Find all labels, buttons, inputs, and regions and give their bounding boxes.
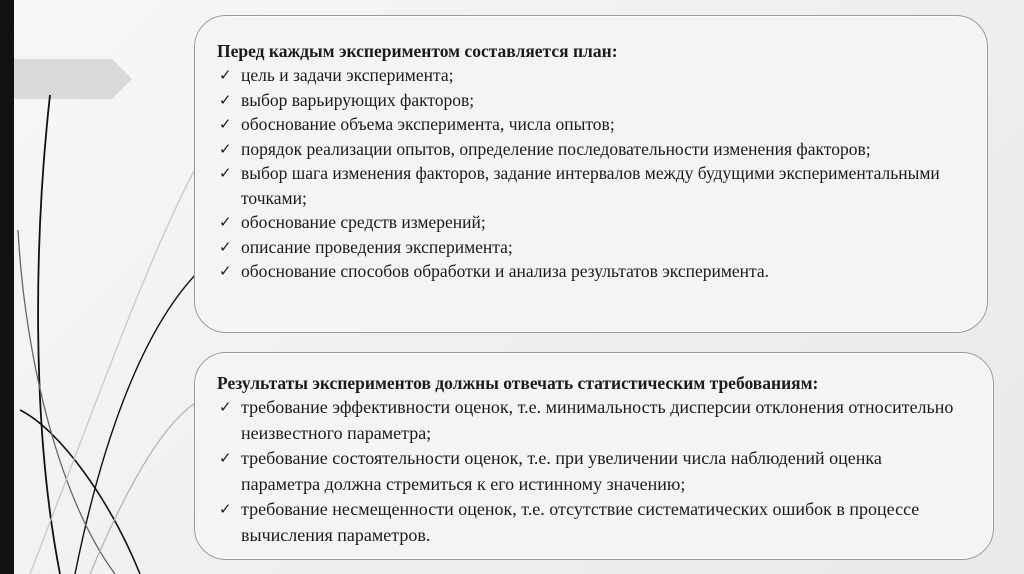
decor-curve-black-1 bbox=[38, 95, 60, 574]
requirement-item-text: требование несмещенности оценок, т.е. отсутствие систематических ошибок в процессе вычисления параметров. bbox=[241, 499, 920, 545]
plan-item bbox=[217, 210, 957, 235]
plan-item bbox=[217, 259, 957, 284]
plan-item-text: обоснование способов обработки и анализа результатов эксперимента. bbox=[241, 261, 770, 281]
plan-card-title: Перед каждым экспериментом составляется план: bbox=[217, 41, 618, 61]
plan-item bbox=[217, 63, 957, 88]
decor-curve-gray-3 bbox=[90, 400, 200, 574]
decor-curve-gray-2 bbox=[30, 160, 200, 574]
requirement-item-text: требование эффективности оценок, т.е. минимальность дисперсии отклонения относительно неизвестного параметра; bbox=[241, 397, 954, 443]
check-icon: ✓ bbox=[219, 449, 232, 467]
check-icon: ✓ bbox=[219, 66, 232, 84]
requirement-item bbox=[217, 395, 963, 446]
check-icon: ✓ bbox=[219, 500, 232, 518]
decor-curve-black-3 bbox=[75, 270, 200, 574]
check-icon: ✓ bbox=[219, 237, 232, 256]
plan-item bbox=[217, 88, 957, 113]
plan-item bbox=[217, 235, 957, 260]
check-icon: ✓ bbox=[219, 90, 232, 109]
check-icon: ✓ bbox=[219, 213, 232, 231]
requirements-card bbox=[194, 352, 994, 560]
plan-item-text: обоснование средств измерений; bbox=[241, 212, 486, 232]
decor-curve-gray-1 bbox=[18, 230, 115, 574]
plan-item bbox=[217, 161, 957, 210]
check-icon: ✓ bbox=[219, 398, 232, 416]
requirements-card-title: Результаты экспериментов должны отвечать статистическим требованиям: bbox=[217, 373, 819, 393]
plan-item-text: выбор шага изменения факторов, задание интервалов между будущими экспериментальными точками; bbox=[241, 163, 940, 208]
plan-item-text: порядок реализации опытов, определение последовательности изменения факторов; bbox=[241, 138, 871, 159]
plan-item-text: цель и задачи эксперимента; bbox=[241, 65, 454, 85]
check-icon: ✓ bbox=[219, 164, 232, 182]
plan-item bbox=[217, 112, 957, 137]
plan-item bbox=[217, 137, 957, 162]
plan-card bbox=[194, 15, 988, 333]
plan-checklist bbox=[217, 63, 957, 284]
check-icon: ✓ bbox=[219, 115, 232, 133]
plan-item-text: обоснование объема эксперимента, числа опытов; bbox=[241, 114, 615, 134]
check-icon: ✓ bbox=[219, 139, 232, 158]
requirements-checklist bbox=[217, 395, 963, 548]
requirement-item bbox=[217, 446, 963, 497]
requirement-item-text: требование состоятельности оценок, т.е. при увеличении числа наблюдений оценка параметра должна стремиться к его истинному значению; bbox=[241, 448, 882, 494]
requirement-item bbox=[217, 497, 963, 548]
plan-item-text: описание проведения эксперимента; bbox=[241, 236, 513, 257]
check-icon: ✓ bbox=[219, 262, 232, 280]
plan-item-text: выбор варьирующих факторов; bbox=[241, 89, 475, 110]
